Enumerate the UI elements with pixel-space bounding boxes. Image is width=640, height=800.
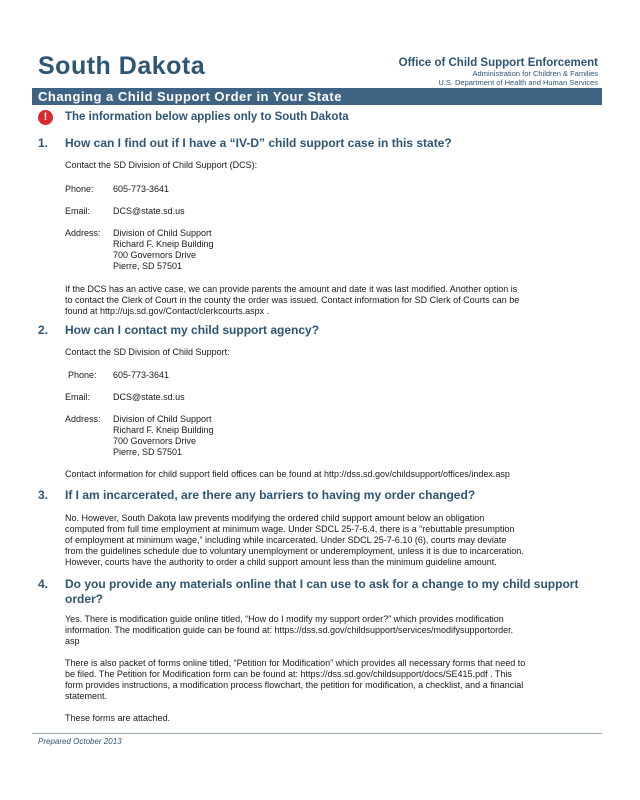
state-title: South Dakota bbox=[38, 52, 206, 80]
q3-para-line: No. However, South Dakota law prevents modifying the ordered child support amount below an obligation bbox=[65, 513, 485, 523]
q1-phone-label: Phone: bbox=[65, 184, 94, 194]
title-banner bbox=[32, 88, 602, 105]
question-number: 4. bbox=[38, 577, 49, 591]
footer-divider bbox=[32, 733, 602, 734]
q2-para-line: Contact information for child support field offices can be found at http://dss.sd.gov/childsupport/offices/index.asp bbox=[65, 469, 510, 479]
question-text: How can I find out if I have a “IV-D” child support case in this state? bbox=[65, 136, 452, 150]
q2-email-label: Email: bbox=[65, 392, 91, 402]
q3-para-line: computed from full time employment at minimum wage. Under SDCL 25-7-6.4, there is a “rebuttable presumption bbox=[65, 524, 515, 534]
q4-para2-line: There is also packet of forms online titled, “Petition for Modification” which provides all necessary forms that need to bbox=[65, 658, 526, 668]
question-number: 3. bbox=[38, 488, 49, 502]
agency-sub-acf: Administration for Children & Families bbox=[472, 69, 598, 78]
q4-para2-line: form provides instructions, a modification process flowchart, the petition for modification, a checklist, and a financial bbox=[65, 680, 524, 690]
q1-phone: 605-773-3641 bbox=[113, 184, 170, 194]
q1-para-line: to contact the Clerk of Court in the county the order was issued. Contact information for SD Clerk of Courts can be bbox=[65, 295, 520, 305]
agency-block bbox=[399, 57, 598, 87]
q2-address-line: Division of Child Support bbox=[113, 414, 212, 424]
question-number: 2. bbox=[38, 323, 49, 337]
q4-para1-line: Yes. There is modification guide online titled, “How do I modify my support order?” which provides modification bbox=[65, 614, 504, 624]
q4-para2-line: be filed. The Petition for Modification form can be found at: https://dss.sd.gov/childsupport/docs/SE415.pdf . This bbox=[65, 669, 512, 679]
q1-address-line: Richard F. Kneip Building bbox=[113, 239, 214, 249]
q4-para3: These forms are attached. bbox=[65, 713, 171, 723]
question-text-line: order? bbox=[65, 592, 104, 606]
q4-para2-line: statement. bbox=[65, 691, 108, 701]
q3-para-line: However, courts have the authority to order a child support amount less than the minimum guideline amount. bbox=[65, 557, 497, 567]
q1-para-line: If the DCS has an active case, we can provide parents the amount and date it was last modified. Another option is bbox=[65, 284, 518, 294]
q2-email: DCS@state.sd.us bbox=[113, 392, 185, 402]
banner-title: Changing a Child Support Order in Your State bbox=[38, 89, 342, 104]
q2-address-line: 700 Governors Drive bbox=[113, 436, 197, 446]
q1-address-line: Pierre, SD 57501 bbox=[113, 261, 183, 271]
q4-para1-line: information. The modification guide can be found at: https://dss.sd.gov/childsupport/services/modifysupportorder. bbox=[65, 625, 514, 635]
q2-address-line: Pierre, SD 57501 bbox=[113, 447, 183, 457]
q1-para-line: found at http://ujs.sd.gov/Contact/clerkcourts.aspx . bbox=[65, 306, 270, 316]
q4-para1-line: asp bbox=[65, 636, 80, 646]
q1-address-line: 700 Governors Drive bbox=[113, 250, 197, 260]
q2-address-line: Richard F. Kneip Building bbox=[113, 425, 214, 435]
question-number: 1. bbox=[38, 136, 49, 150]
q1-email: DCS@state.sd.us bbox=[113, 206, 185, 216]
q1-address-label: Address: bbox=[65, 228, 101, 238]
agency-name: Office of Child Support Enforcement bbox=[398, 57, 598, 69]
notice-text: The information below applies only to South Dakota bbox=[65, 111, 349, 123]
q2-phone: 605-773-3641 bbox=[113, 370, 170, 380]
q1-email-label: Email: bbox=[65, 206, 91, 216]
q2-address-label: Address: bbox=[65, 414, 101, 424]
question-text: How can I contact my child support agency? bbox=[65, 323, 320, 337]
agency-sub-hhs: U.S. Department of Health and Human Services bbox=[438, 78, 598, 87]
question-text: If I am incarcerated, are there any barriers to having my order changed? bbox=[65, 488, 476, 502]
q1-address-line: Division of Child Support bbox=[113, 228, 212, 238]
q2-phone-label: Phone: bbox=[68, 370, 97, 380]
q2-intro: Contact the SD Division of Child Support: bbox=[65, 347, 230, 357]
q1-intro: Contact the SD Division of Child Support (DCS): bbox=[65, 160, 258, 170]
exclamation-icon: ! bbox=[38, 110, 53, 125]
q3-para-line: of employment at minimum wage,” including while incarcerated. Under SDCL 25-7-6.10 (6), courts may deviate bbox=[65, 535, 507, 545]
question-text-line: Do you provide any materials online that I can use to ask for a change to my child support bbox=[65, 577, 579, 591]
footer-date: Prepared October 2013 bbox=[38, 737, 122, 746]
q3-para-line: from the guidelines schedule due to voluntary unemployment or underemployment, unless it is due to incarceration. bbox=[65, 546, 524, 556]
